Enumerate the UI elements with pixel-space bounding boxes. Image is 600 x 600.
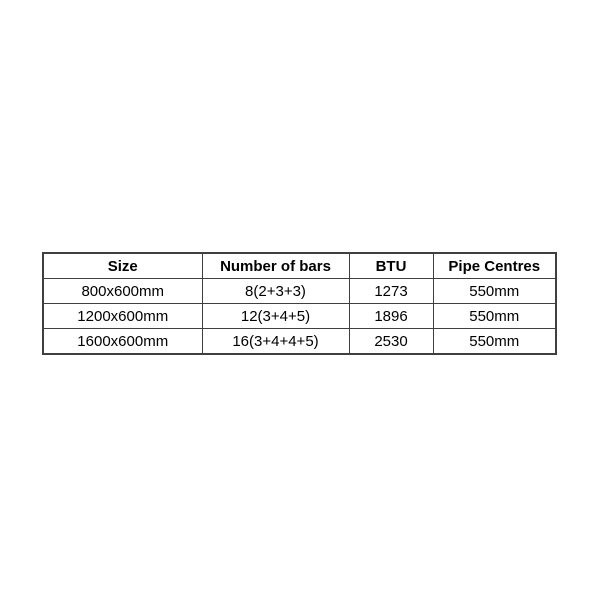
table-row	[43, 304, 556, 329]
column-header-size: Size	[43, 253, 202, 279]
column-header-number-of-bars: Number of bars	[202, 253, 349, 279]
cell-btu: 1896	[349, 304, 433, 329]
column-header-pipe-centres: Pipe Centres	[433, 253, 556, 279]
cell-btu: 1273	[349, 279, 433, 304]
header-row	[43, 253, 556, 279]
cell-pipe-centres: 550mm	[433, 329, 556, 355]
cell-btu: 2530	[349, 329, 433, 355]
cell-size: 800x600mm	[43, 279, 202, 304]
cell-pipe-centres: 550mm	[433, 279, 556, 304]
cell-number-of-bars: 12(3+4+5)	[202, 304, 349, 329]
cell-size: 1600x600mm	[43, 329, 202, 355]
cell-number-of-bars: 8(2+3+3)	[202, 279, 349, 304]
radiator-spec-table	[42, 252, 557, 355]
cell-size: 1200x600mm	[43, 304, 202, 329]
cell-pipe-centres: 550mm	[433, 304, 556, 329]
column-header-btu: BTU	[349, 253, 433, 279]
table-row	[43, 279, 556, 304]
table-row	[43, 329, 556, 355]
cell-number-of-bars: 16(3+4+4+5)	[202, 329, 349, 355]
